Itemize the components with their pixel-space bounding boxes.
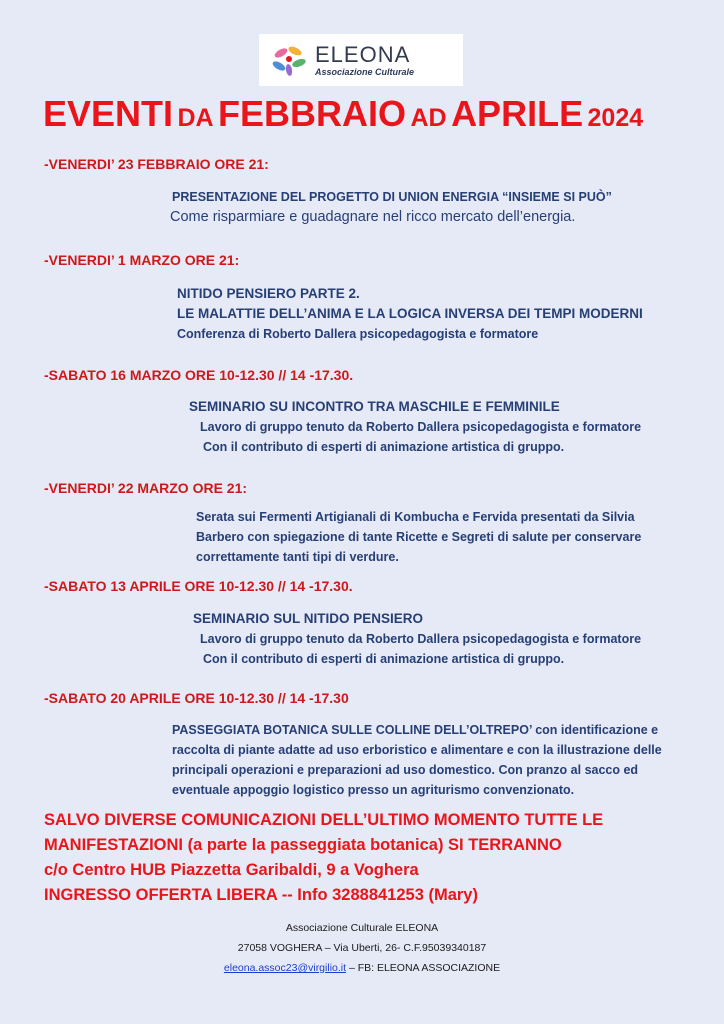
paragraph-line: eventuale appoggio logistico presso un agriturismo convenzionato. xyxy=(172,783,575,797)
title-word: DA xyxy=(177,104,214,132)
event-description: Con il contributo di esperti di animazione artistica di gruppo. xyxy=(203,652,565,666)
event-description xyxy=(172,720,662,800)
paragraph-line: PASSEGGIATA BOTANICA SULLE COLLINE DELL’OLTREPO’ con identificazione e xyxy=(172,723,659,737)
flower-logo-icon xyxy=(269,43,309,77)
event-description: Lavoro di gruppo tenuto da Roberto Dallera psicopedagogista e formatore xyxy=(200,420,642,434)
paragraph-line: correttamente tanti tipi di verdure. xyxy=(196,550,399,564)
notice-line: c/o Centro HUB Piazzetta Garibaldi, 9 a Voghera xyxy=(44,861,419,879)
logo-name: ELEONA xyxy=(315,41,411,67)
event-description: Lavoro di gruppo tenuto da Roberto Dallera psicopedagogista e formatore xyxy=(200,632,642,646)
event-description: Come risparmiare e guadagnare nel ricco mercato dell’energia. xyxy=(170,209,576,225)
event-date: -VENERDI’ 1 MARZO ORE 21: xyxy=(44,252,240,268)
event-title: SEMINARIO SU INCONTRO TRA MASCHILE E FEMMINILE xyxy=(189,399,560,414)
event-date: -SABATO 13 APRILE ORE 10-12.30 // 14 -17.30. xyxy=(44,578,353,594)
event-description: Con il contributo di esperti di animazione artistica di gruppo. xyxy=(203,440,565,454)
title-word: 2024 xyxy=(587,104,644,132)
footer xyxy=(0,918,724,978)
footer-fb: – FB: ELEONA ASSOCIAZIONE xyxy=(346,962,501,974)
footer-address: 27058 VOGHERA – Via Uberti, 26- C.F.95039340187 xyxy=(237,942,487,954)
event-date: -VENERDI’ 23 FEBBRAIO ORE 21: xyxy=(44,156,269,172)
title-word: APRILE xyxy=(451,93,584,134)
title-word: EVENTI xyxy=(43,93,174,134)
logo-subtitle: Associazione Culturale xyxy=(315,66,415,77)
notice-line: SALVO DIVERSE COMUNICAZIONI DELL’ULTIMO MOMENTO TUTTE LE xyxy=(44,811,604,829)
logo xyxy=(259,34,463,86)
event-description xyxy=(196,507,641,567)
event-title: NITIDO PENSIERO PARTE 2. xyxy=(177,286,360,301)
paragraph-line: Serata sui Fermenti Artigianali di Kombucha e Fervida presentati da Silvia xyxy=(196,510,635,524)
event-title: SEMINARIO SUL NITIDO PENSIERO xyxy=(193,611,424,626)
paragraph-line: Barbero con spiegazione di tante Ricette e Segreti di salute per conservare xyxy=(196,530,642,544)
title-word: AD xyxy=(410,104,447,132)
notice-line: MANIFESTAZIONI (a parte la passeggiata botanica) SI TERRANNO xyxy=(44,836,562,854)
email-link[interactable]: eleona.assoc23@virgilio.it xyxy=(223,962,347,974)
event-date: -VENERDI’ 22 MARZO ORE 21: xyxy=(44,480,248,496)
notice-line: INGRESSO OFFERTA LIBERA -- Info 3288841253 (Mary) xyxy=(44,886,478,904)
footer-org: Associazione Culturale ELEONA xyxy=(285,922,439,934)
event-description: Conferenza di Roberto Dallera psicopedagogista e formatore xyxy=(177,327,539,341)
event-date: -SABATO 16 MARZO ORE 10-12.30 // 14 -17.30. xyxy=(44,367,354,383)
paragraph-line: principali operazioni e preparazioni ad uso domestico. Con pranzo al sacco ed xyxy=(172,763,639,777)
page-title xyxy=(43,93,644,134)
notice xyxy=(44,808,603,908)
event-subtitle: LE MALATTIE DELL’ANIMA E LA LOGICA INVERSA DEI TEMPI MODERNI xyxy=(177,306,643,321)
paragraph-line: raccolta di piante adatte ad uso erboristico e alimentare e con la illustrazione delle xyxy=(172,743,662,757)
event-date: -SABATO 20 APRILE ORE 10-12.30 // 14 -17.30 xyxy=(44,690,349,706)
event-title: PRESENTAZIONE DEL PROGETTO DI UNION ENERGIA “INSIEME SI PUÒ” xyxy=(172,190,612,204)
title-word: FEBBRAIO xyxy=(218,93,407,134)
footer-contacts xyxy=(0,958,724,978)
